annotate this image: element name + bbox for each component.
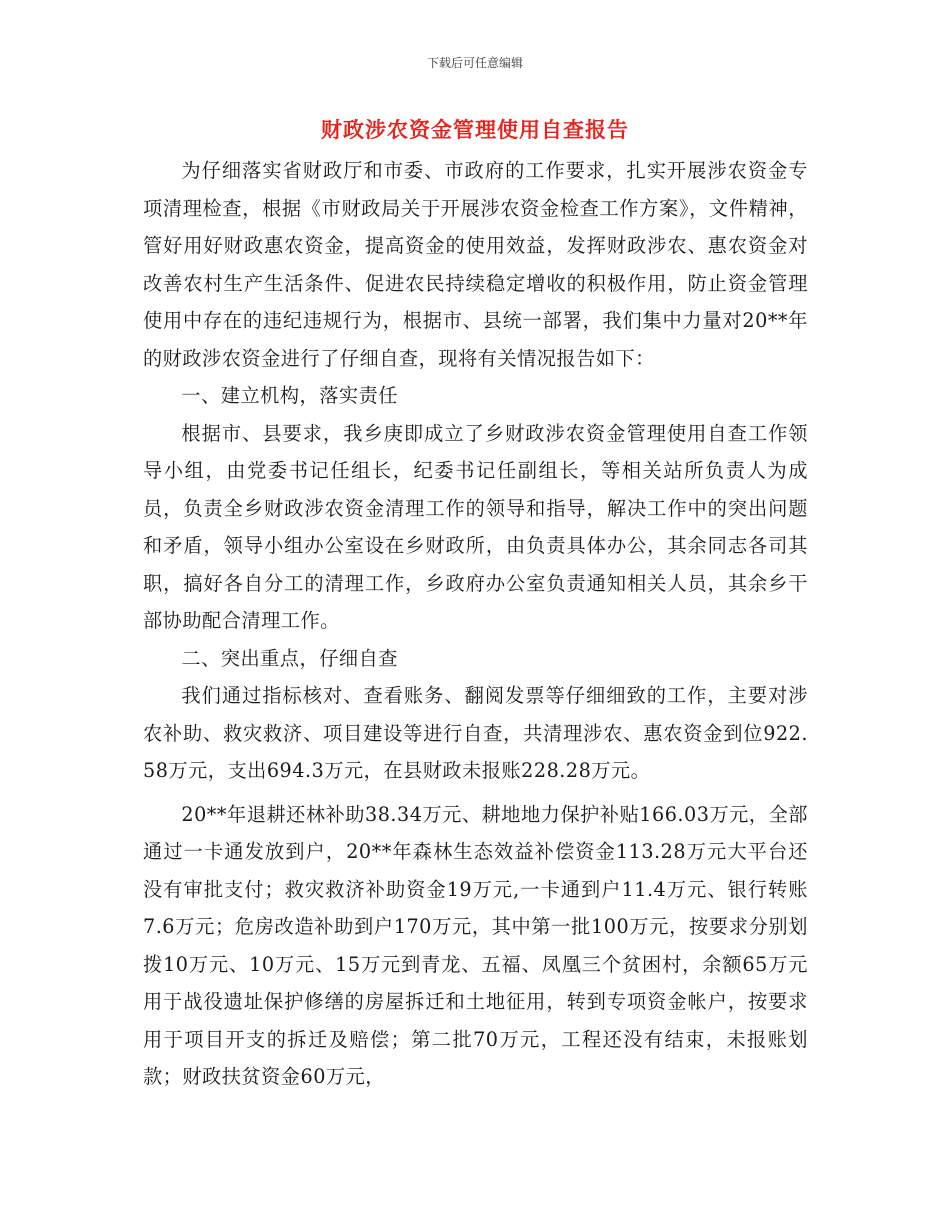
paragraph-section-1: 根据市、县要求，我乡庚即成立了乡财政涉农资金管理使用自查工作领导小组，由党委书记任组长，纪委书记任副组长，等相关站所负责人为成员，负责全乡财政涉农资金清理工作的领导和指导，解决工作中的突出问题和矛盾，领导小组办公室设在乡财政所，由负责具体办公，其余同志各司其职，搞好各自分工的清理工作，乡政府办公室负责通知相关人员，其余乡干部协助配合清理工作。 <box>143 421 808 632</box>
section-heading-2: 二、突出重点，仔细自查 <box>181 646 398 670</box>
document-body <box>143 152 808 1096</box>
section-heading-1: 一、建立机构，落实责任 <box>181 384 398 407</box>
paragraph-intro: 为仔细落实省财政厅和市委、市政府的工作要求，扎实开展涉农资金专项清理检查，根据《市财政局关于开展涉农资金检查工作方案》，文件精神，管好用好财政惠农资金，提高资金的使用效益，发挥财政涉农、惠农资金对改善农村生产生活条件、促进农民持续稳定增收的积极作用，防止资金管理使用中存在的违纪违规行为，根据市、县统一部署，我们集中力量对20**年的财政涉农资金进行了仔细自查，现将有关情况报告如下： <box>143 159 808 370</box>
paragraph-section-2: 我们通过指标核对、查看账务、翻阅发票等仔细细致的工作，主要对涉农补助、救灾救济、项目建设等进行自查，共清理涉农、惠农资金到位922.58万元，支出694.3万元，在县财政未报账228.28万元。 <box>143 684 808 782</box>
paragraph-funds-detail: 20**年退耕还林补助38.34万元、耕地地力保护补贴166.03万元，全部通过一卡通发放到户，20**年森林生态效益补偿资金113.28万元大平台还没有审批支付；救灾救济补助资金19万元,一卡通到户11.4万元、银行转账7.6万元；危房改造补助到户170万元，其中第一批100万元，按要求分别划拨10万元、10万元、15万元到青龙、五福、凤凰三个贫困村，余额65万元用于战役遗址保护修缮的房屋拆迁和土地征用，转到专项资金帐户，按要求用于项目开支的拆迁及赔偿；第二批70万元，工程还没有结束，未报账划款；财政扶贫资金60万元， <box>143 802 808 1088</box>
header-note: 下载后可任意编辑 <box>426 56 523 70</box>
document-title: 财政涉农资金管理使用自查报告 <box>321 117 629 142</box>
